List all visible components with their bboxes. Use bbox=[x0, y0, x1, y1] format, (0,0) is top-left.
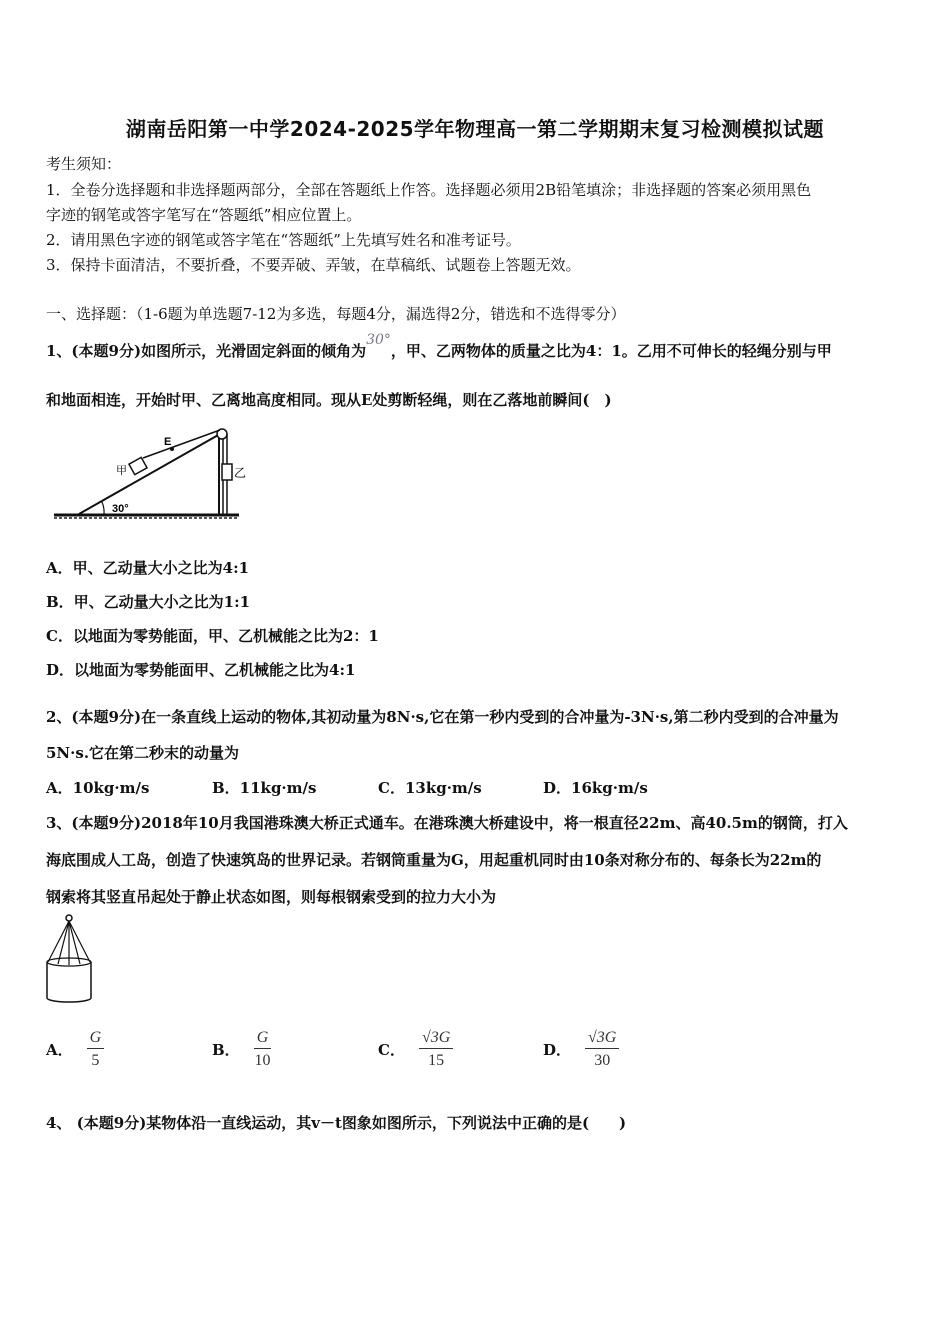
block-yi bbox=[222, 464, 232, 480]
q2-stem-line2: 5N·s.它在第二秒末的动量为 bbox=[46, 744, 240, 762]
q1-stem-pre: 1、(本题9分)如图所示，光滑固定斜面的倾角为 bbox=[46, 342, 367, 360]
denominator: 15 bbox=[428, 1052, 445, 1069]
numerator: G bbox=[87, 1028, 105, 1049]
notice-item: 1．全卷分选择题和非选择题两部分，全部在答题纸上作答。选择题必须用2B铅笔填涂；非选择题的答案必须用黑色 bbox=[46, 181, 812, 199]
q1-stem-line2: 和地面相连，开始时甲、乙离地高度相同。现从E处剪断轻绳，则在乙落地前瞬间( ) bbox=[46, 391, 612, 409]
q1-stem-post: ，甲、乙两物体的质量之比为4：1。乙用不可伸长的轻绳分别与甲 bbox=[390, 342, 832, 360]
incline-figure bbox=[44, 420, 247, 525]
q2-stem-line1: 2、(本题9分)在一条直线上运动的物体,其初动量为8N·s,它在第一秒内受到的合冲量为-3N·s,第二秒内受到的合冲量为 bbox=[46, 708, 839, 726]
q3-option-d bbox=[543, 1028, 619, 1071]
q3-option-b bbox=[212, 1028, 271, 1071]
q2-option-d: D．16kg·m/s bbox=[543, 779, 648, 797]
denominator: 10 bbox=[254, 1052, 271, 1069]
numerator: G bbox=[254, 1028, 272, 1049]
option-label: D． bbox=[543, 1041, 572, 1059]
block-jia bbox=[129, 457, 147, 474]
cable bbox=[69, 921, 90, 962]
q1-option-b: B．甲、乙动量大小之比为1:1 bbox=[46, 593, 251, 611]
option-label: A． bbox=[46, 1041, 73, 1059]
cylinder-bottom bbox=[47, 998, 91, 1002]
denominator: 5 bbox=[91, 1052, 100, 1069]
fraction bbox=[254, 1028, 272, 1071]
section-heading: 一、选择题：（1-6题为单选题7-12为多选，每题4分，漏选得2分，错选和不选得零分） bbox=[46, 305, 626, 323]
q3-stem-line1: 3、(本题9分)2018年10月我国港珠澳大桥正式通车。在港珠澳大桥建设中，将一根直径22m、高40.5m的钢筒，打入 bbox=[46, 814, 848, 832]
notice-item: 3．保持卡面清洁，不要折叠，不要弄破、弄皱，在草稿纸、试题卷上答题无效。 bbox=[46, 256, 581, 274]
notice-heading: 考生须知： bbox=[46, 155, 122, 173]
option-label: C． bbox=[378, 1041, 405, 1059]
numerator: √3G bbox=[419, 1028, 453, 1049]
denominator: 30 bbox=[594, 1052, 611, 1069]
hook bbox=[66, 915, 72, 921]
q3-option-c bbox=[378, 1028, 453, 1071]
label-e: E bbox=[164, 436, 172, 448]
notice-item: 2．请用黑色字迹的钢笔或答字笔在“答题纸”上先填写姓名和准考证号。 bbox=[46, 231, 521, 249]
q4-stem-line1: 4、 (本题9分)某物体沿一直线运动，其v－t图象如图所示，下列说法中正确的是( ) bbox=[46, 1114, 627, 1132]
option-label: B． bbox=[212, 1041, 240, 1059]
q1-stem-line1 bbox=[46, 332, 832, 361]
label-jia: 甲 bbox=[116, 465, 127, 477]
incline-surface bbox=[79, 434, 220, 514]
q1-option-a: A．甲、乙动量大小之比为4:1 bbox=[46, 559, 250, 577]
cable bbox=[48, 921, 69, 962]
label-yi: 乙 bbox=[234, 466, 247, 480]
fraction bbox=[585, 1028, 619, 1071]
fraction bbox=[87, 1028, 105, 1071]
q1-option-d: D．以地面为零势能面甲、乙机械能之比为4:1 bbox=[46, 661, 356, 679]
q3-option-a bbox=[46, 1028, 104, 1071]
numerator: √3G bbox=[585, 1028, 619, 1049]
q3-stem-line3: 钢索将其竖直吊起处于静止状态如图，则每根钢索受到的拉力大小为 bbox=[46, 888, 497, 906]
q1-angle: 30° bbox=[366, 332, 391, 348]
angle-arc bbox=[102, 502, 104, 514]
q2-option-b: B．11kg·m/s bbox=[212, 779, 317, 797]
notice-item: 字迹的钢笔或答字笔写在“答题纸”相应位置上。 bbox=[46, 206, 362, 224]
q3-stem-line2: 海底围成人工岛，创造了快速筑岛的世界记录。若钢筒重量为G，用起重机同时由10条对称分布的、每条长为22m的 bbox=[46, 851, 822, 869]
q2-option-a: A．10kg·m/s bbox=[46, 779, 150, 797]
rope-to-pulley bbox=[143, 430, 220, 458]
angle-label: 30° bbox=[112, 503, 129, 515]
fraction bbox=[419, 1028, 453, 1071]
steel-cylinder-figure bbox=[44, 912, 100, 1004]
q2-option-c: C．13kg·m/s bbox=[378, 779, 482, 797]
page-title: 湖南岳阳第一中学2024-2025学年物理高一第二学期期末复习检测模拟试题 bbox=[125, 117, 825, 141]
q1-option-c: C．以地面为零势能面，甲、乙机械能之比为2：1 bbox=[46, 627, 379, 645]
